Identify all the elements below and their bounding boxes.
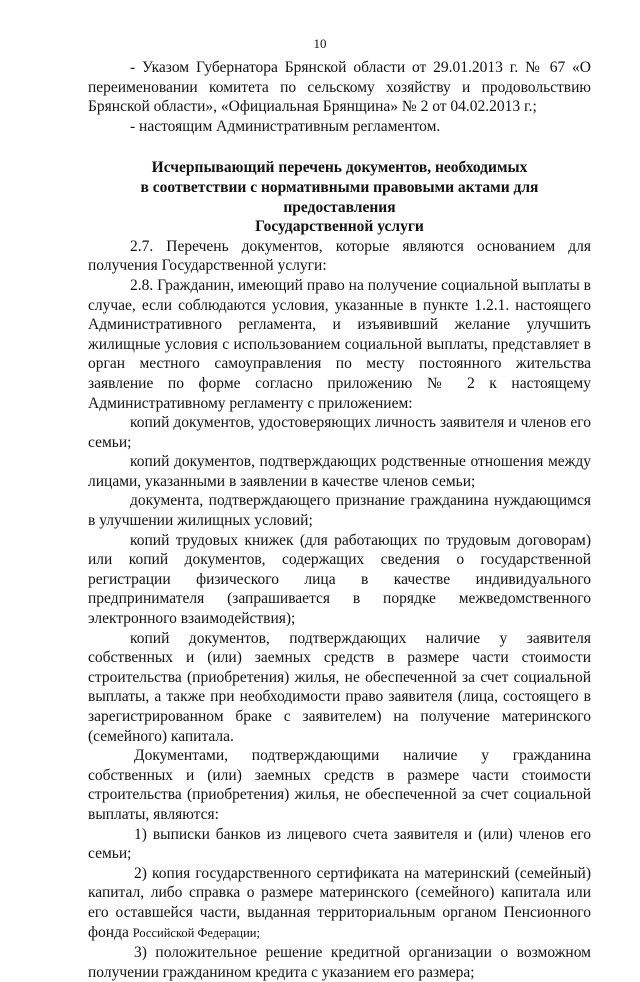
- intro-decree: - Указом Губернатора Брянской области от 29.01.2013 г. № 67 «О переименовании комитета по сельскому хозяйству и продовольствию Брянской области», «Официальная Брянщина» № 2 от 04.02.2013 г.;: [88, 59, 591, 116]
- section-heading-line-1: Исчерпывающий перечень документов, необходимых: [151, 159, 528, 177]
- paragraph-funds-proof-intro: Документами, подтверждающими наличие у гражданина собственных и (или) заемных средств в размере части стоимости строительства (приобретения) жилья, не обеспеченной за счет социальной выплаты, являются:: [88, 747, 591, 823]
- list-item-need-recognition: документа, подтверждающего признание гражданина нуждающимся в улучшении жилищных условий;: [88, 492, 591, 530]
- list-item-identity-docs: копий документов, удостоверяющих личность заявителя и членов его семьи;: [88, 414, 591, 451]
- page-number: 10: [313, 36, 327, 51]
- list-item-funds-docs: копий документов, подтверждающих наличие у заявителя собственных и (или) заемных средств в размере части стоимости строительства (приобретения) жилья, не обеспеченной за счет социальной выплаты, а также при необходимости право заявителя (лица, состоящего в зарегистрированном браке с заявителем) на получение материнского (семейного) капитала.: [88, 629, 591, 745]
- numbered-item-2-text: 2) копия государственного сертификата на материнский (семейный) капитал, либо справка о размере материнского (семейного) капитала или его оставшейся части, выданная территориальным органом Пенсионного фонда: [88, 864, 591, 941]
- section-heading-line-2: в соответствии с нормативными правовыми актами для предоставления: [140, 178, 539, 216]
- intro-regulation: - настоящим Административным регламентом.: [130, 117, 441, 135]
- numbered-item-1: 1) выписки банков из лицевого счета заявителя и (или) членов его семьи;: [88, 825, 591, 863]
- numbered-item-3: 3) положительное решение кредитной организации о возможном получении гражданином кредита с указанием его размера;: [88, 944, 591, 981]
- list-item-employment-docs: копий трудовых книжек (для работающих по трудовым договорам) или копий документов, содержащих сведения о государственной регистрации физического лица в качестве индивидуального предпринимателя (запрашивается в порядке межведомственного электронного взаимодействия);: [88, 531, 591, 628]
- paragraph-2-7: 2.7. Перечень документов, которые являются основанием для получения Государственной услуги:: [88, 237, 591, 275]
- paragraph-2-8: 2.8. Гражданин, имеющий право на получение социальной выплаты в случае, если соблюдаются условия, указанные в пункте 1.2.1. настоящего Административного регламента, и изъявивший желание улучшить жилищные условия с использованием социальной выплаты, представляет в орган местного самоуправления по месту постоянного жительства заявление по форме согласно приложению № 2 к настоящему Административному регламенту с приложением:: [88, 276, 591, 412]
- numbered-item-2: [88, 864, 591, 943]
- section-heading-line-3: Государственной услуги: [255, 218, 424, 236]
- document-body: [88, 58, 591, 982]
- list-item-kinship-docs: копий документов, подтверждающих родственные отношения между лицами, указанными в заявлении в качестве членов семьи;: [88, 453, 591, 490]
- spacer: [88, 136, 591, 158]
- numbered-item-2-tail: Российской Федерации;: [132, 925, 260, 940]
